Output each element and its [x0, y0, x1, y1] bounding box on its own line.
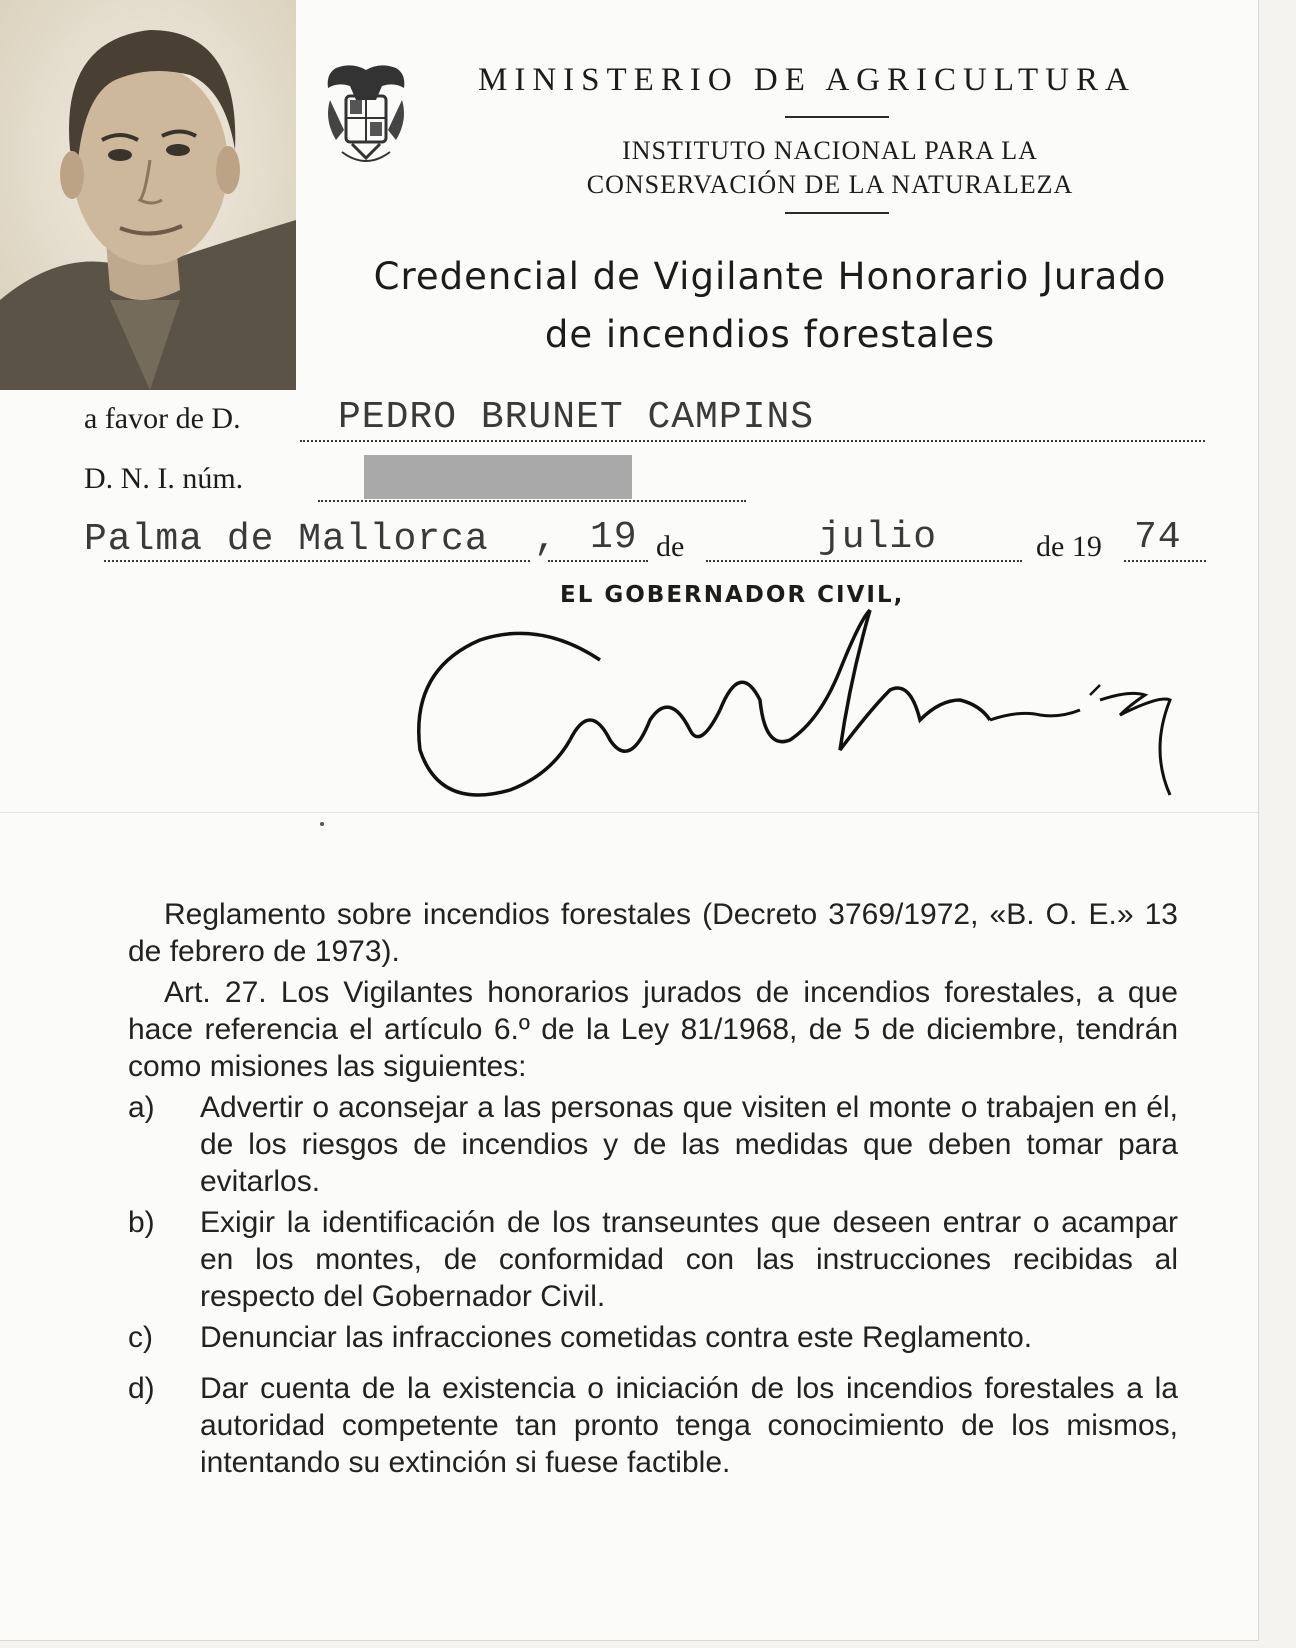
list-marker: d) [128, 1372, 155, 1405]
holder-name: PEDRO BRUNET CAMPINS [338, 396, 815, 439]
credential-title-line-2: de incendios forestales [544, 313, 996, 356]
comma: , [534, 518, 558, 561]
de-label: de [656, 530, 685, 563]
month-dotted-line [706, 560, 1022, 562]
favor-label: a favor de D. [84, 402, 241, 435]
handwritten-signature [400, 600, 1240, 830]
ink-speck [320, 822, 324, 826]
day: 19 [590, 516, 638, 559]
list-item-text: Exigir la identificación de los transeuntes que deseen entrar o acampar en los montes, de conformidad con las instrucciones recibidas al respecto del Gobernador Civil. [200, 1206, 1178, 1313]
list-item [128, 1089, 1178, 1200]
month: julio [818, 516, 938, 559]
regulation-text [128, 896, 1178, 1481]
favor-dotted-line [300, 440, 1205, 442]
credential-title [320, 248, 1220, 364]
dni-label: D. N. I. núm. [84, 462, 244, 495]
dni-dotted-line [318, 500, 746, 502]
day-dotted-line [548, 560, 648, 562]
year: 74 [1134, 516, 1182, 559]
card-fold-line [0, 812, 1258, 813]
article-27: Art. 27. Los Vigilantes honorarios jurados de incendios forestales, a que hace referencia el artículo 6.º de la Ley 81/1968, de 5 de diciembre, tendrán como misiones las siguientes: [128, 976, 1178, 1083]
dni-redacted [364, 455, 632, 499]
list-marker: c) [128, 1321, 153, 1354]
place-dotted-line [104, 560, 530, 562]
list-item [128, 1319, 1178, 1356]
list-item [128, 1370, 1178, 1481]
list-marker: a) [128, 1091, 155, 1124]
ministry-name: MINISTERIO DE AGRICULTURA [478, 62, 1136, 98]
coat-of-arms-icon [322, 60, 410, 170]
list-item-text: Advertir o aconsejar a las personas que visiten el monte o trabajen en él, de los riesgos de incendios y de las medidas que deben tomar para evitarlos. [200, 1091, 1178, 1198]
portrait-photo [0, 0, 296, 390]
credential-title-line-1: Credencial de Vigilante Honorario Jurado [373, 255, 1167, 298]
list-item [128, 1204, 1178, 1315]
divider [785, 212, 889, 214]
place: Palma de Mallorca [84, 518, 489, 561]
year-prefix: de 19 [1036, 530, 1102, 563]
institute-name [520, 134, 1140, 202]
divider [785, 116, 889, 118]
list-item-text: Denunciar las infracciones cometidas contra este Reglamento. [200, 1321, 1033, 1354]
list-marker: b) [128, 1206, 155, 1239]
institute-line-2: CONSERVACIÓN DE LA NATURALEZA [586, 170, 1074, 199]
year-dotted-line [1124, 560, 1206, 562]
regulation-heading: Reglamento sobre incendios forestales (Decreto 3769/1972, «B. O. E.» 13 de febrero de 1973). [128, 898, 1178, 968]
list-item-text: Dar cuenta de la existencia o iniciación de los incendios forestales a la autoridad competente tan pronto tenga conocimiento de los mismos, intentando su extinción si fuese factible. [200, 1372, 1178, 1479]
institute-line-1: INSTITUTO NACIONAL PARA LA [622, 136, 1038, 165]
governor-title: EL GOBERNADOR CIVIL, [560, 582, 905, 608]
